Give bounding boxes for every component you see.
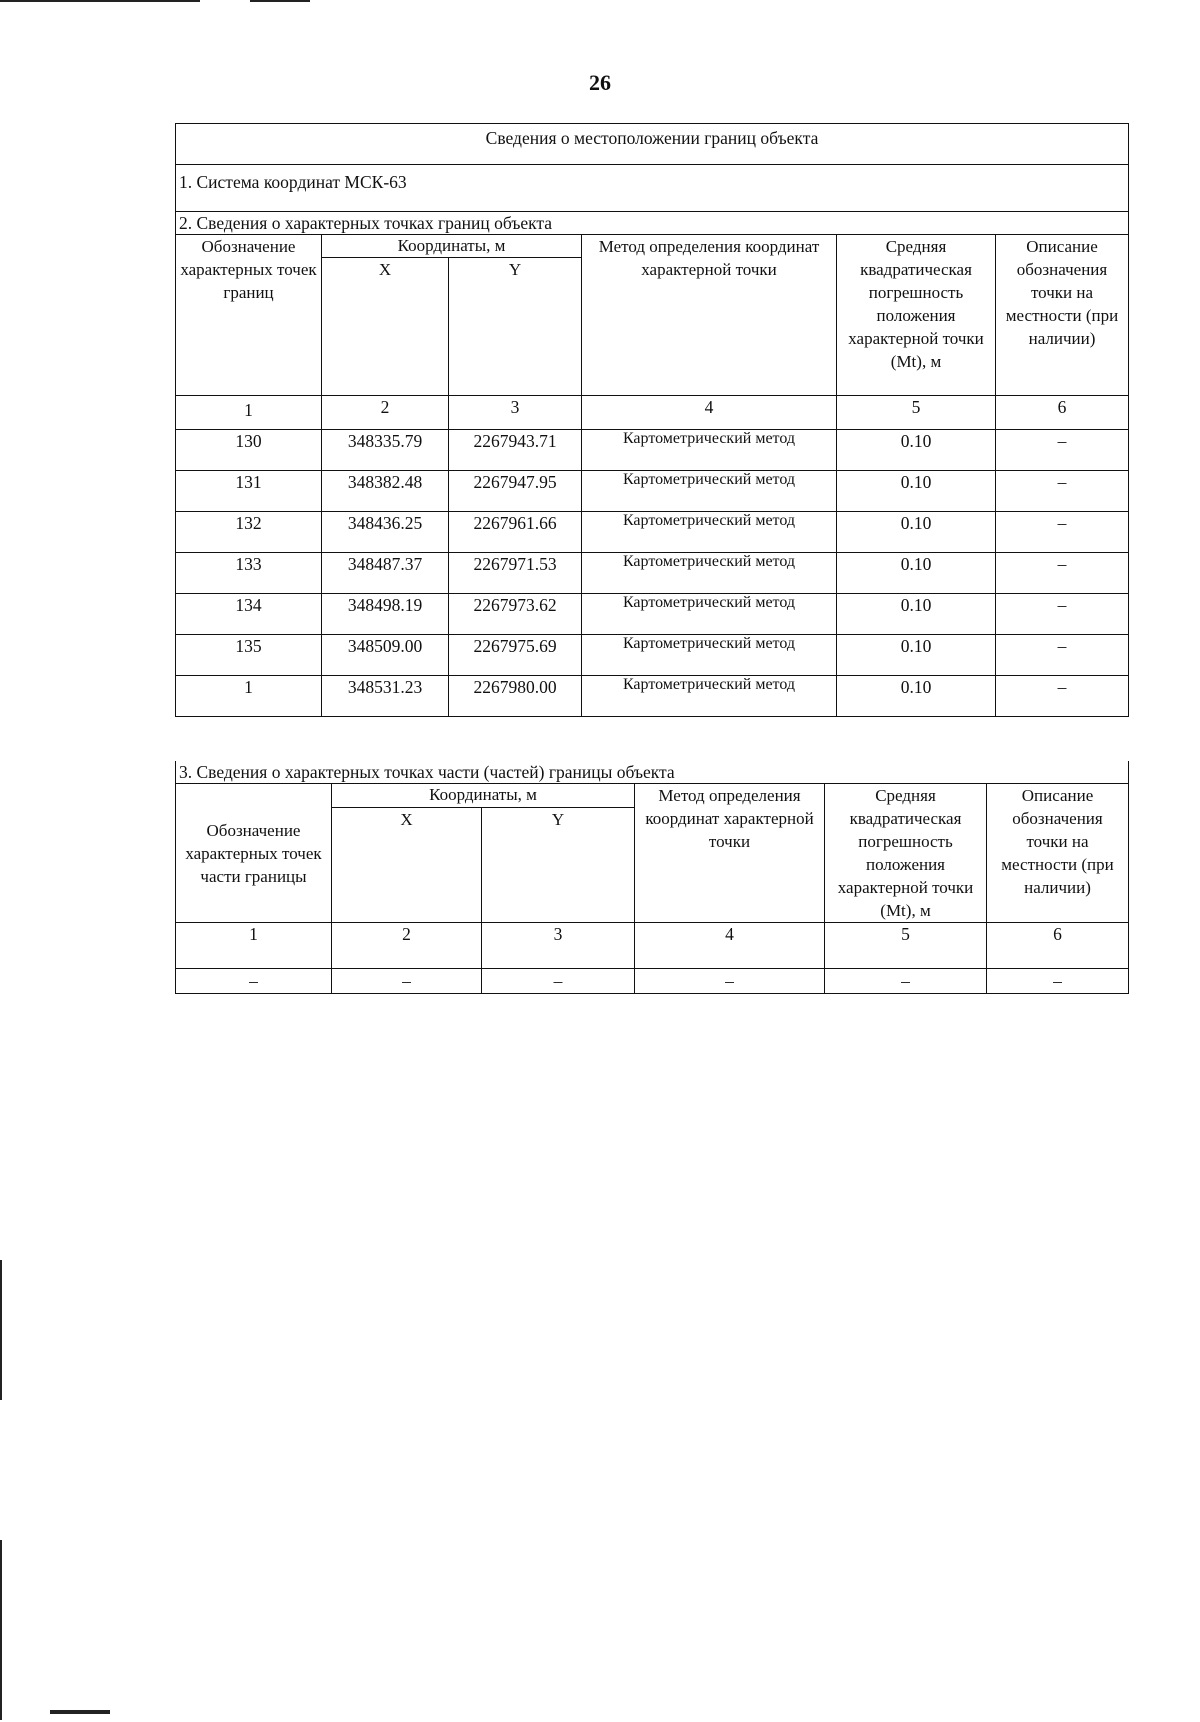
coord-y: 2267943.71 <box>449 430 582 471</box>
mean-error: 0.10 <box>837 676 996 717</box>
header-x: X <box>322 258 449 396</box>
page-number: 26 <box>589 70 611 95</box>
table-row <box>176 430 1129 471</box>
empty-cell: – <box>987 969 1129 994</box>
header-mean-error: Средняя квадратическая погрешность положения характерной точки (Mt), м <box>837 235 996 396</box>
method: Картометрический метод <box>582 512 837 553</box>
col-number: 5 <box>837 396 996 430</box>
description: – <box>996 594 1129 635</box>
table-row <box>176 635 1129 676</box>
col-number: 1 <box>176 396 322 430</box>
coord-x: 348509.00 <box>322 635 449 676</box>
header-point-designation: Обозначение характерных точек границ <box>176 235 322 396</box>
table-row <box>176 969 1129 994</box>
coord-y: 2267961.66 <box>449 512 582 553</box>
coord-y: 2267975.69 <box>449 635 582 676</box>
table-row <box>176 676 1129 717</box>
col-number: 4 <box>582 396 837 430</box>
col-number: 3 <box>482 923 635 969</box>
mean-error: 0.10 <box>837 512 996 553</box>
coord-x: 348382.48 <box>322 471 449 512</box>
header-mean-error: Средняя квадратическая погрешность положения характерной точки (Mt), м <box>825 784 987 923</box>
empty-cell: – <box>825 969 987 994</box>
point-id: 130 <box>176 430 322 471</box>
description: – <box>996 635 1129 676</box>
col-number: 6 <box>996 396 1129 430</box>
coord-y: 2267980.00 <box>449 676 582 717</box>
description: – <box>996 512 1129 553</box>
col-number: 6 <box>987 923 1129 969</box>
mean-error: 0.10 <box>837 594 996 635</box>
coord-x: 348436.25 <box>322 512 449 553</box>
coordinate-system: 1. Система координат МСК-63 <box>176 165 1129 212</box>
section-2-title: 2. Сведения о характерных точках границ объекта <box>176 212 1129 235</box>
mean-error: 0.10 <box>837 471 996 512</box>
col-number: 1 <box>176 923 332 969</box>
header-method: Метод определения координат характерной точки <box>635 784 825 923</box>
boundary-part-points-table <box>175 761 1129 994</box>
table-row <box>176 553 1129 594</box>
coord-x: 348335.79 <box>322 430 449 471</box>
coord-x: 348498.19 <box>322 594 449 635</box>
table-row <box>176 471 1129 512</box>
scan-edge-mark <box>250 0 310 2</box>
empty-cell: – <box>635 969 825 994</box>
boundary-points-table <box>175 123 1129 717</box>
empty-cell: – <box>176 969 332 994</box>
table-row <box>176 594 1129 635</box>
scan-edge-mark <box>50 1710 110 1714</box>
col-number: 2 <box>332 923 482 969</box>
coord-x: 348531.23 <box>322 676 449 717</box>
coord-y: 2267973.62 <box>449 594 582 635</box>
header-y: Y <box>482 807 635 923</box>
header-method: Метод определения координат характерной точки <box>582 235 837 396</box>
method: Картометрический метод <box>582 635 837 676</box>
description: – <box>996 471 1129 512</box>
table-row <box>176 512 1129 553</box>
col-number: 2 <box>322 396 449 430</box>
point-id: 134 <box>176 594 322 635</box>
header-coordinates: Координаты, м <box>332 784 635 808</box>
method: Картометрический метод <box>582 471 837 512</box>
header-description: Описание обозначения точки на местности (при наличии) <box>987 784 1129 923</box>
col-number: 3 <box>449 396 582 430</box>
coord-x: 348487.37 <box>322 553 449 594</box>
header-coordinates: Координаты, м <box>322 235 582 258</box>
col-number: 4 <box>635 923 825 969</box>
description: – <box>996 553 1129 594</box>
point-id: 1 <box>176 676 322 717</box>
col-number: 5 <box>825 923 987 969</box>
scan-edge-mark <box>0 1260 2 1400</box>
table-title: Сведения о местоположении границ объекта <box>176 124 1129 165</box>
coord-y: 2267971.53 <box>449 553 582 594</box>
mean-error: 0.10 <box>837 553 996 594</box>
empty-cell: – <box>332 969 482 994</box>
point-id: 133 <box>176 553 322 594</box>
scan-edge-mark <box>0 1540 2 1720</box>
point-id: 132 <box>176 512 322 553</box>
point-id: 135 <box>176 635 322 676</box>
header-description: Описание обозначения точки на местности (при наличии) <box>996 235 1129 396</box>
description: – <box>996 430 1129 471</box>
scan-edge-mark <box>0 0 200 2</box>
header-x: X <box>332 807 482 923</box>
section-3-title: 3. Сведения о характерных точках части (частей) границы объекта <box>176 761 1129 784</box>
header-point-designation: Обозначение характерных точек части границы <box>176 784 332 923</box>
coord-y: 2267947.95 <box>449 471 582 512</box>
mean-error: 0.10 <box>837 430 996 471</box>
point-id: 131 <box>176 471 322 512</box>
method: Картометрический метод <box>582 553 837 594</box>
empty-cell: – <box>482 969 635 994</box>
mean-error: 0.10 <box>837 635 996 676</box>
header-y: Y <box>449 258 582 396</box>
method: Картометрический метод <box>582 430 837 471</box>
method: Картометрический метод <box>582 594 837 635</box>
method: Картометрический метод <box>582 676 837 717</box>
description: – <box>996 676 1129 717</box>
